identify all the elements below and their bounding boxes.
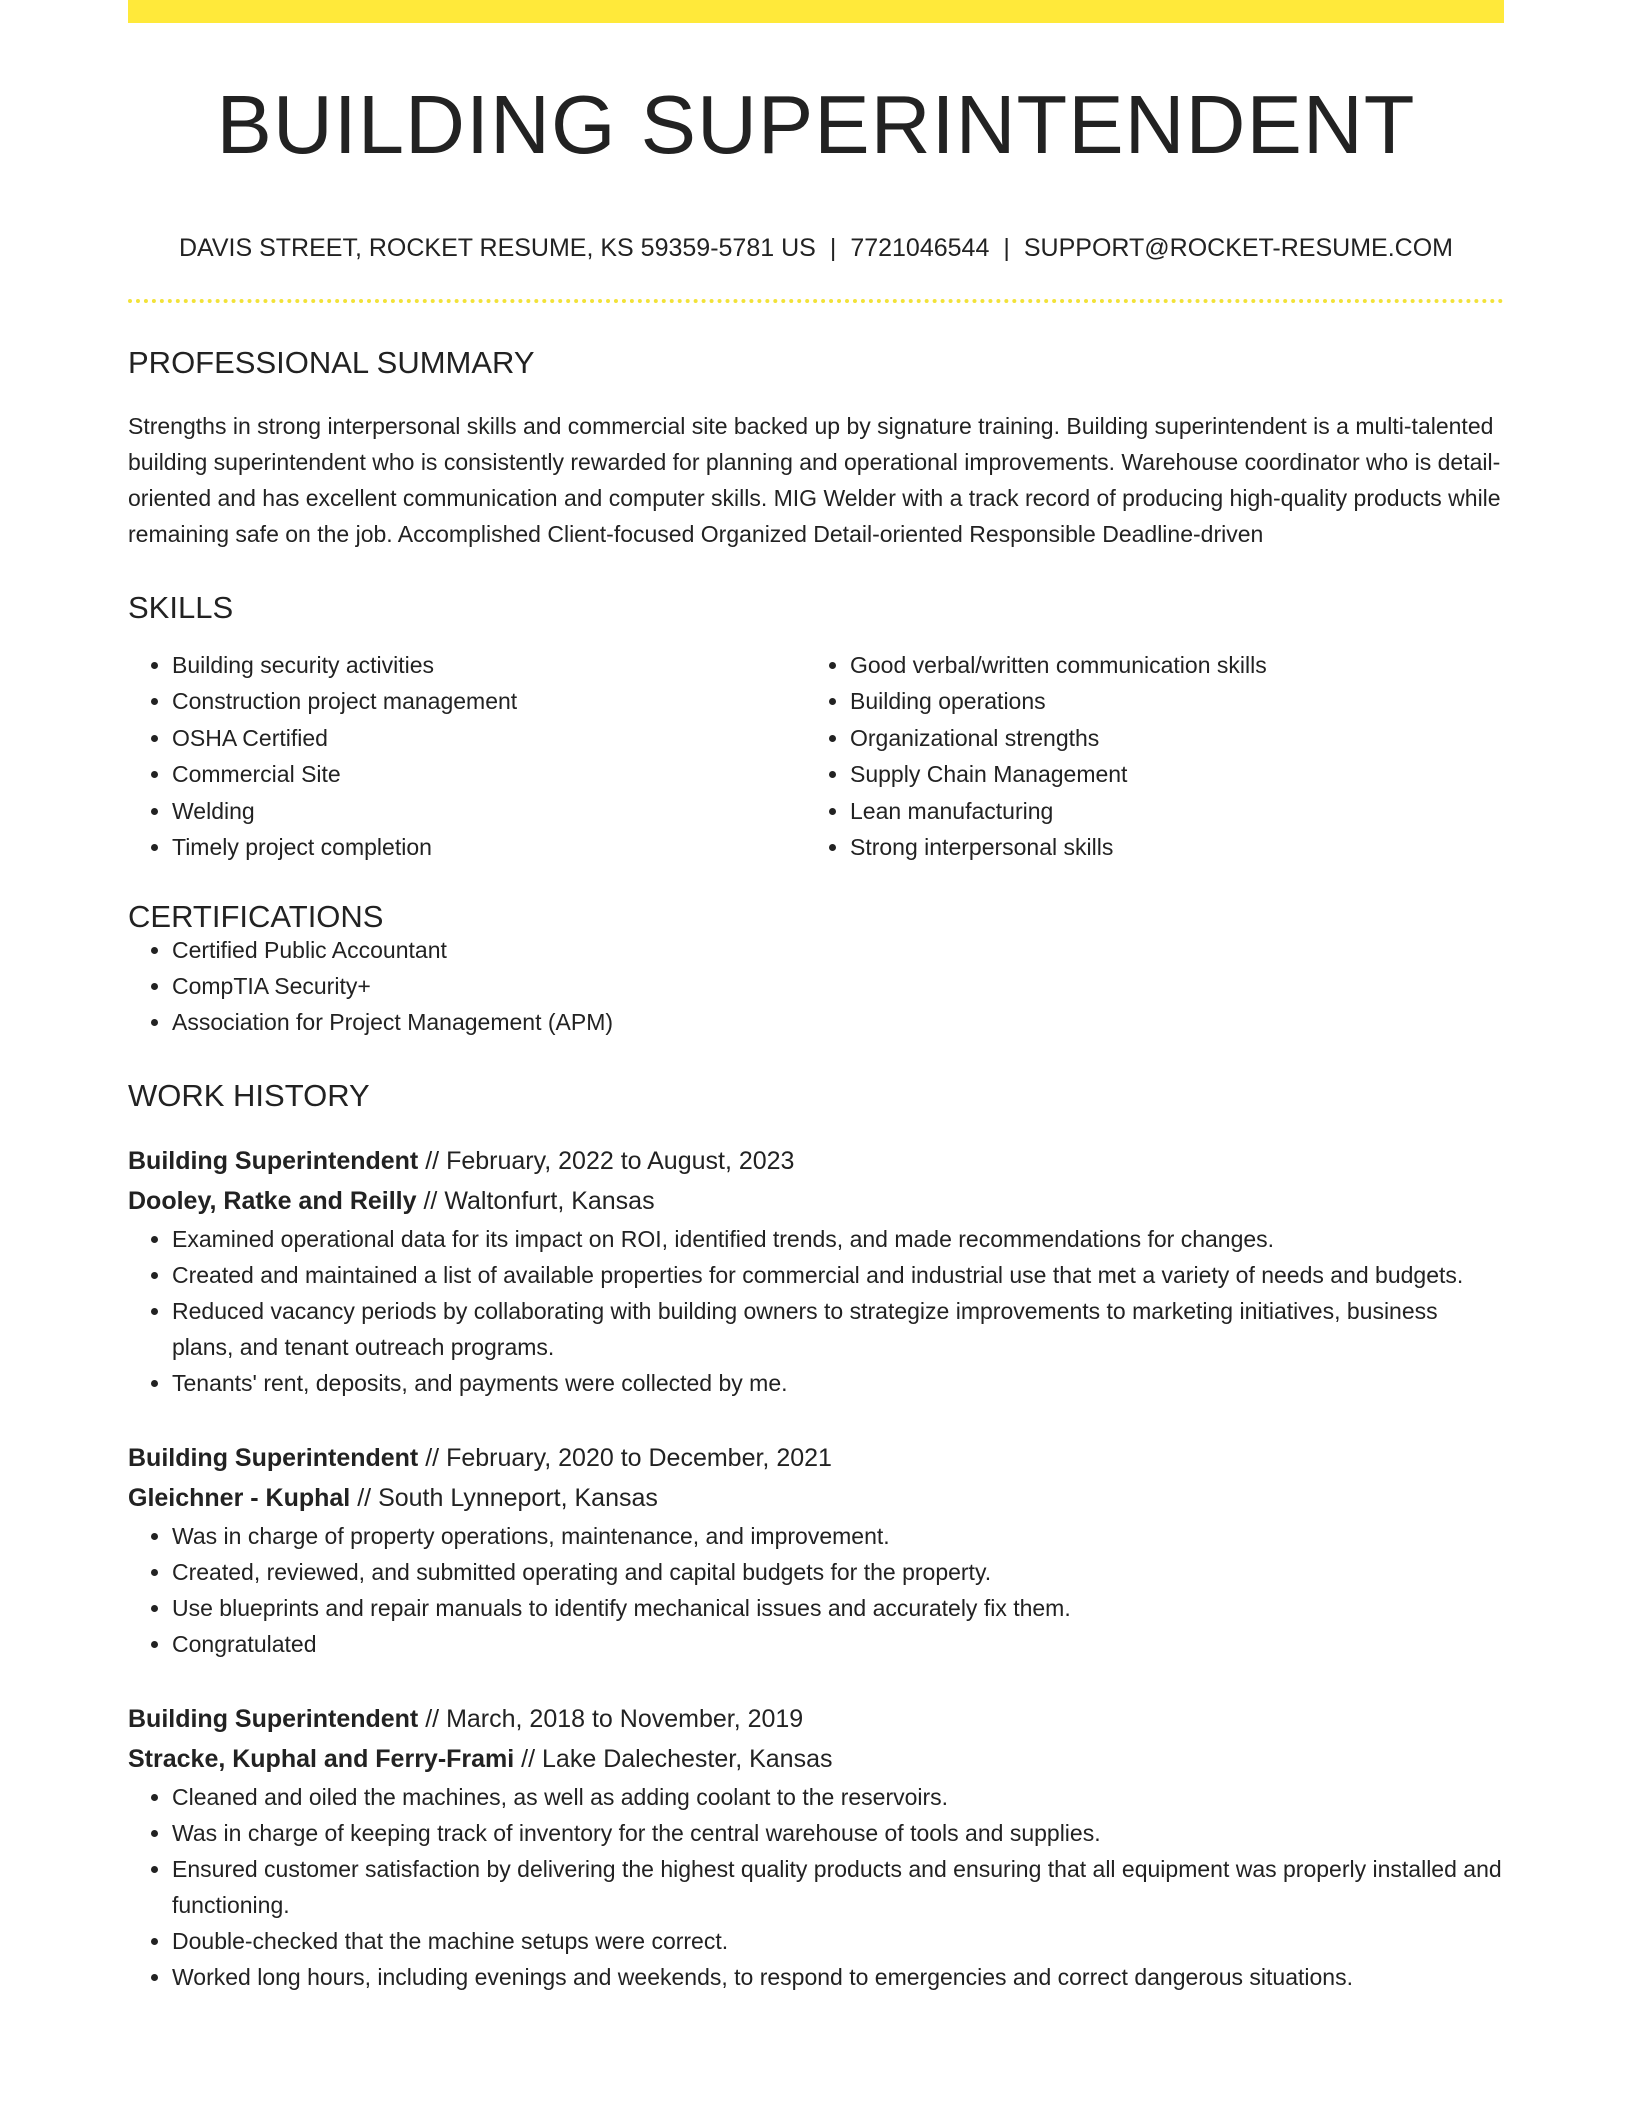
job-duty-item: • Was in charge of property operations, maintenance, and improvement. <box>172 1518 1504 1554</box>
skill-item: • Welding <box>172 793 806 829</box>
contact-separator: | <box>1003 234 1010 262</box>
skill-item: • Strong interpersonal skills <box>850 829 1484 865</box>
job-company: Dooley, Ratke and Reilly <box>128 1187 417 1216</box>
job-role: Building Superintendent <box>128 1147 419 1176</box>
job-title-line <box>128 1699 1504 1739</box>
job-duty-item: • Ensured customer satisfaction by delivering the highest quality products and ensuring that all equipment was properly installed and functioning. <box>172 1851 1504 1923</box>
skill-item: • OSHA Certified <box>172 720 806 756</box>
job-role: Building Superintendent <box>128 1444 419 1473</box>
job-duty-item: • Double-checked that the machine setups were correct. <box>172 1923 1504 1959</box>
job-duty-item: • Use blueprints and repair manuals to identify mechanical issues and accurately fix them. <box>172 1590 1504 1626</box>
job-location: Lake Dalechester, Kansas <box>542 1745 833 1774</box>
skill-item: • Commercial Site <box>172 756 806 792</box>
job-entry <box>128 1699 1504 1995</box>
job-separator: // <box>418 1147 447 1176</box>
skills-list-right <box>806 647 1484 865</box>
job-entry <box>128 1438 1504 1662</box>
contact-phone: 7721046544 <box>850 234 990 262</box>
skills-list-left <box>128 647 806 865</box>
job-location: Waltonfurt, Kansas <box>444 1187 655 1216</box>
job-company-line <box>128 1739 1504 1779</box>
job-separator: // <box>350 1484 379 1513</box>
job-duty-item: • Reduced vacancy periods by collaborating with building owners to strategize improvements to marketing initiatives, business plans, and tenant outreach programs. <box>172 1293 1504 1365</box>
job-separator: // <box>416 1187 445 1216</box>
certifications-heading: CERTIFICATIONS <box>128 899 384 935</box>
job-duties-list <box>128 1779 1504 1995</box>
skills-column-left <box>128 647 806 865</box>
job-company-line <box>128 1181 1504 1221</box>
skill-item: • Lean manufacturing <box>850 793 1484 829</box>
certification-item: • Certified Public Accountant <box>172 932 1504 968</box>
job-separator: // <box>418 1444 447 1473</box>
job-company: Gleichner - Kuphal <box>128 1484 351 1513</box>
contact-line <box>128 236 1504 261</box>
certifications-list <box>128 932 1504 1040</box>
job-entry <box>128 1141 1504 1401</box>
job-dates: February, 2020 to December, 2021 <box>446 1444 832 1473</box>
certification-item: • CompTIA Security+ <box>172 968 1504 1004</box>
job-duty-item: • Cleaned and oiled the machines, as well as adding coolant to the reservoirs. <box>172 1779 1504 1815</box>
job-duty-item: • Created and maintained a list of available properties for commercial and industrial use that met a variety of needs and budgets. <box>172 1257 1504 1293</box>
resume-name: BUILDING SUPERINTENDENT <box>216 78 1416 171</box>
contact-email: SUPPORT@ROCKET-RESUME.COM <box>1023 234 1453 262</box>
work-history-heading: WORK HISTORY <box>128 1078 370 1114</box>
skills-heading: SKILLS <box>128 590 234 625</box>
job-title-line <box>128 1438 1504 1478</box>
job-title-line <box>128 1141 1504 1181</box>
job-duties-list <box>128 1518 1504 1662</box>
skill-item: • Building security activities <box>172 647 806 683</box>
accent-bar <box>128 0 1504 23</box>
skill-item: • Good verbal/written communication skills <box>850 647 1484 683</box>
skills-column-right <box>806 647 1484 865</box>
job-duty-item: • Created, reviewed, and submitted operating and capital budgets for the property. <box>172 1554 1504 1590</box>
skill-item: • Organizational strengths <box>850 720 1484 756</box>
skill-item: • Supply Chain Management <box>850 756 1484 792</box>
job-dates: February, 2022 to August, 2023 <box>446 1147 795 1176</box>
skill-item: • Construction project management <box>172 683 806 719</box>
contact-separator: | <box>829 234 837 262</box>
job-duties-list <box>128 1221 1504 1401</box>
skill-item: • Timely project completion <box>172 829 806 865</box>
resume-page <box>128 0 1504 1995</box>
job-location: South Lynneport, Kansas <box>378 1484 658 1513</box>
job-duty-item: • Was in charge of keeping track of inventory for the central warehouse of tools and supplies. <box>172 1815 1504 1851</box>
job-duty-item: • Examined operational data for its impact on ROI, identified trends, and made recommendations for changes. <box>172 1221 1504 1257</box>
summary-text: Strengths in strong interpersonal skills and commercial site backed up by signature training. Building superintendent is a multi-talented building superintendent who is consistently rewarded for planning and operational improvements. Warehouse coordinator who is detail-oriented and has excellent communication and computer skills. MIG Welder with a track record of producing high-quality products while remaining safe on the job. Accomplished Client-focused Organized Detail-oriented Responsible Deadline-driven <box>128 413 1501 547</box>
skills-grid <box>128 647 1504 865</box>
job-company: Stracke, Kuphal and Ferry-Frami <box>128 1745 515 1774</box>
job-separator: // <box>514 1745 543 1774</box>
summary-heading: PROFESSIONAL SUMMARY <box>128 345 535 380</box>
job-duty-item: • Congratulated <box>172 1626 1504 1662</box>
header-divider <box>128 299 1504 303</box>
job-dates: March, 2018 to November, 2019 <box>446 1705 804 1734</box>
skill-item: • Building operations <box>850 683 1484 719</box>
job-duty-item: • Tenants' rent, deposits, and payments were collected by me. <box>172 1365 1504 1401</box>
job-company-line <box>128 1478 1504 1518</box>
contact-address: DAVIS STREET, ROCKET RESUME, KS 59359-5781 US <box>179 234 816 262</box>
job-role: Building Superintendent <box>128 1705 419 1734</box>
job-separator: // <box>418 1705 447 1734</box>
certification-item: • Association for Project Management (APM) <box>172 1004 1504 1040</box>
job-duty-item: • Worked long hours, including evenings and weekends, to respond to emergencies and correct dangerous situations. <box>172 1959 1504 1995</box>
